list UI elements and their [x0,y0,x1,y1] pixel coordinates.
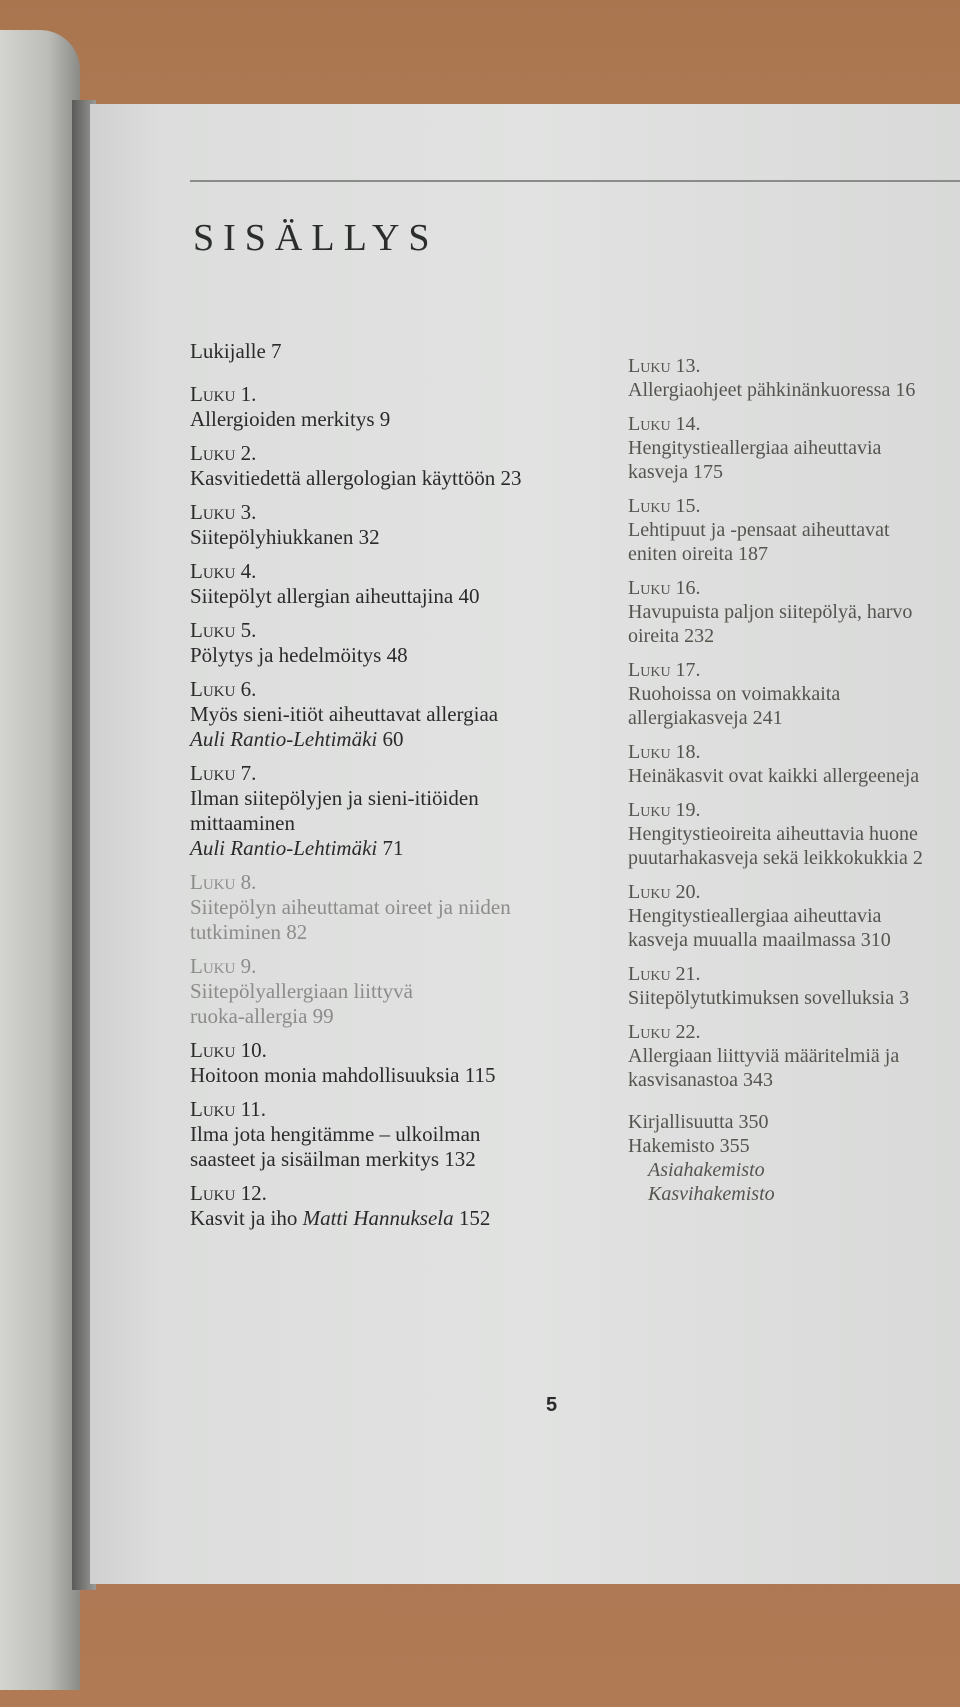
chapter-label: Luku 16. [628,577,701,599]
toc-entry-title: Hengitystieallergiaa aiheuttavia [628,437,882,459]
toc-entry-16 [628,576,960,648]
chapter-label: Luku 9. [190,954,257,978]
toc-entry-9 [190,954,660,1029]
toc-entry-title: Lukijalle 7 [190,339,282,363]
toc-entry-20 [628,880,960,952]
toc-entry-17 [628,658,960,730]
toc-entry-title: Ruohoissa on voimakkaita [628,683,841,705]
chapter-label: Luku 8. [190,870,257,894]
book-page [90,104,960,1584]
toc-left-column [190,339,660,1231]
toc-entry-author-line [190,836,660,861]
toc-entry-title-cont: tutkiminen 82 [190,920,308,944]
chapter-label: Luku 17. [628,659,701,681]
toc-entry-3 [190,500,660,550]
toc-entry-21 [628,962,960,1010]
toc-plant-index: Kasvihakemisto [648,1183,775,1205]
chapter-label: Luku 18. [628,741,701,763]
toc-entry-author-line [190,1206,660,1231]
toc-entry-13 [628,354,960,402]
toc-entry-title: Hoitoon monia mahdollisuuksia 115 [190,1063,496,1087]
chapter-label: Luku 19. [628,799,701,821]
toc-entry-title-cont: kasvisanastoa 343 [628,1069,773,1091]
page-ref: 152 [453,1206,491,1230]
chapter-label: Luku 6. [190,677,257,701]
toc-entry-author-line [190,727,660,752]
toc-entry-title: Allergioiden merkitys 9 [190,407,391,431]
author-name: Auli Rantio-Lehtimäki [190,836,378,860]
toc-entry-title: Siitepölytutkimuksen sovelluksia 3 [628,987,910,1009]
toc-entry-title: Heinäkasvit ovat kaikki allergeeneja [628,765,920,787]
toc-entry-11 [190,1097,660,1172]
toc-entry-title: Siitepölyt allergian aiheuttajina 40 [190,584,480,608]
toc-bibliography: Kirjallisuutta 350 [628,1111,769,1133]
page-ref: 60 [377,727,404,751]
toc-index: Hakemisto 355 [628,1135,750,1157]
toc-entry-title-cont: kasveja muualla maailmassa 310 [628,929,891,951]
toc-entry-title: Ilma jota hengitämme – ulkoilman [190,1122,481,1146]
toc-entry-title: Havupuista paljon siitepölyä, harvo [628,601,913,623]
chapter-label: Luku 3. [190,500,257,524]
chapter-label: Luku 5. [190,618,257,642]
chapter-label: Luku 7. [190,761,257,785]
chapter-label: Luku 10. [190,1038,267,1062]
chapter-label: Luku 20. [628,881,701,903]
toc-entry-14 [628,412,960,484]
toc-entry-title-cont: saasteet ja sisäilman merkitys 132 [190,1147,476,1171]
toc-entry-title: Siitepölyallergiaan liittyvä [190,979,413,1003]
toc-entry-8 [190,870,660,945]
toc-entry-6 [190,677,660,752]
toc-entry-title: Kasvit ja iho [190,1206,303,1230]
toc-entry-title-cont: allergiakasveja 241 [628,707,783,729]
toc-entry-title-cont: ruoka-allergia 99 [190,1004,334,1028]
page-title: SISÄLLYS [193,217,439,259]
toc-entry-22 [628,1020,960,1092]
chapter-label: Luku 22. [628,1021,701,1043]
toc-right-column [628,354,960,1206]
toc-entry-19 [628,798,960,870]
toc-entry-title: Allergiaan liittyviä määritelmiä ja [628,1045,900,1067]
toc-entry-title: Kasvitiedettä allergologian käyttöön 23 [190,466,522,490]
toc-entry-7 [190,761,660,861]
toc-entry-title-cont: oireita 232 [628,625,715,647]
toc-entry-title: Hengitystieoireita aiheuttavia huone [628,823,918,845]
toc-subject-index: Asiahakemisto [648,1159,765,1181]
toc-entry-title: Allergiaohjeet pähkinänkuoressa 16 [628,379,916,401]
toc-entry-1 [190,382,660,432]
toc-entry-4 [190,559,660,609]
toc-entry-5 [190,618,660,668]
toc-entry-title: Myös sieni-itiöt aiheuttavat allergiaa [190,702,499,726]
toc-entry-title: Lehtipuut ja -pensaat aiheuttavat [628,519,890,541]
chapter-label: Luku 13. [628,355,701,377]
chapter-label: Luku 12. [190,1181,267,1205]
chapter-label: Luku 1. [190,382,257,406]
author-name: Auli Rantio-Lehtimäki [190,727,378,751]
toc-entry-18 [628,740,960,788]
toc-entry-title-cont: mittaaminen [190,811,295,835]
chapter-label: Luku 4. [190,559,257,583]
toc-entry-lukijalle [190,339,660,364]
page-ref: 71 [377,836,404,860]
toc-entry-title: Ilman siitepölyjen ja sieni-itiöiden [190,786,479,810]
chapter-label: Luku 15. [628,495,701,517]
toc-entry-title: Siitepölyn aiheuttamat oireet ja niiden [190,895,511,919]
toc-entry-title: Pölytys ja hedelmöitys 48 [190,643,408,667]
left-page-edge [0,30,80,1690]
header-rule [190,180,960,182]
toc-back-matter [628,1110,960,1206]
toc-entry-title: Siitepölyhiukkanen 32 [190,525,380,549]
toc-entry-10 [190,1038,660,1088]
toc-entry-title-cont: kasveja 175 [628,461,723,483]
toc-entry-2 [190,441,660,491]
author-name: Matti Hannuksela [302,1206,454,1230]
chapter-label: Luku 21. [628,963,701,985]
chapter-label: Luku 14. [628,413,701,435]
toc-entry-15 [628,494,960,566]
chapter-label: Luku 11. [190,1097,267,1121]
toc-entry-title-cont: eniten oireita 187 [628,543,768,565]
chapter-label: Luku 2. [190,441,257,465]
page-number: 5 [546,1394,558,1416]
toc-entry-title-cont: puutarhakasveja sekä leikkokukkia 2 [628,847,923,869]
toc-entry-12 [190,1181,660,1231]
toc-entry-title: Hengitystieallergiaa aiheuttavia [628,905,882,927]
